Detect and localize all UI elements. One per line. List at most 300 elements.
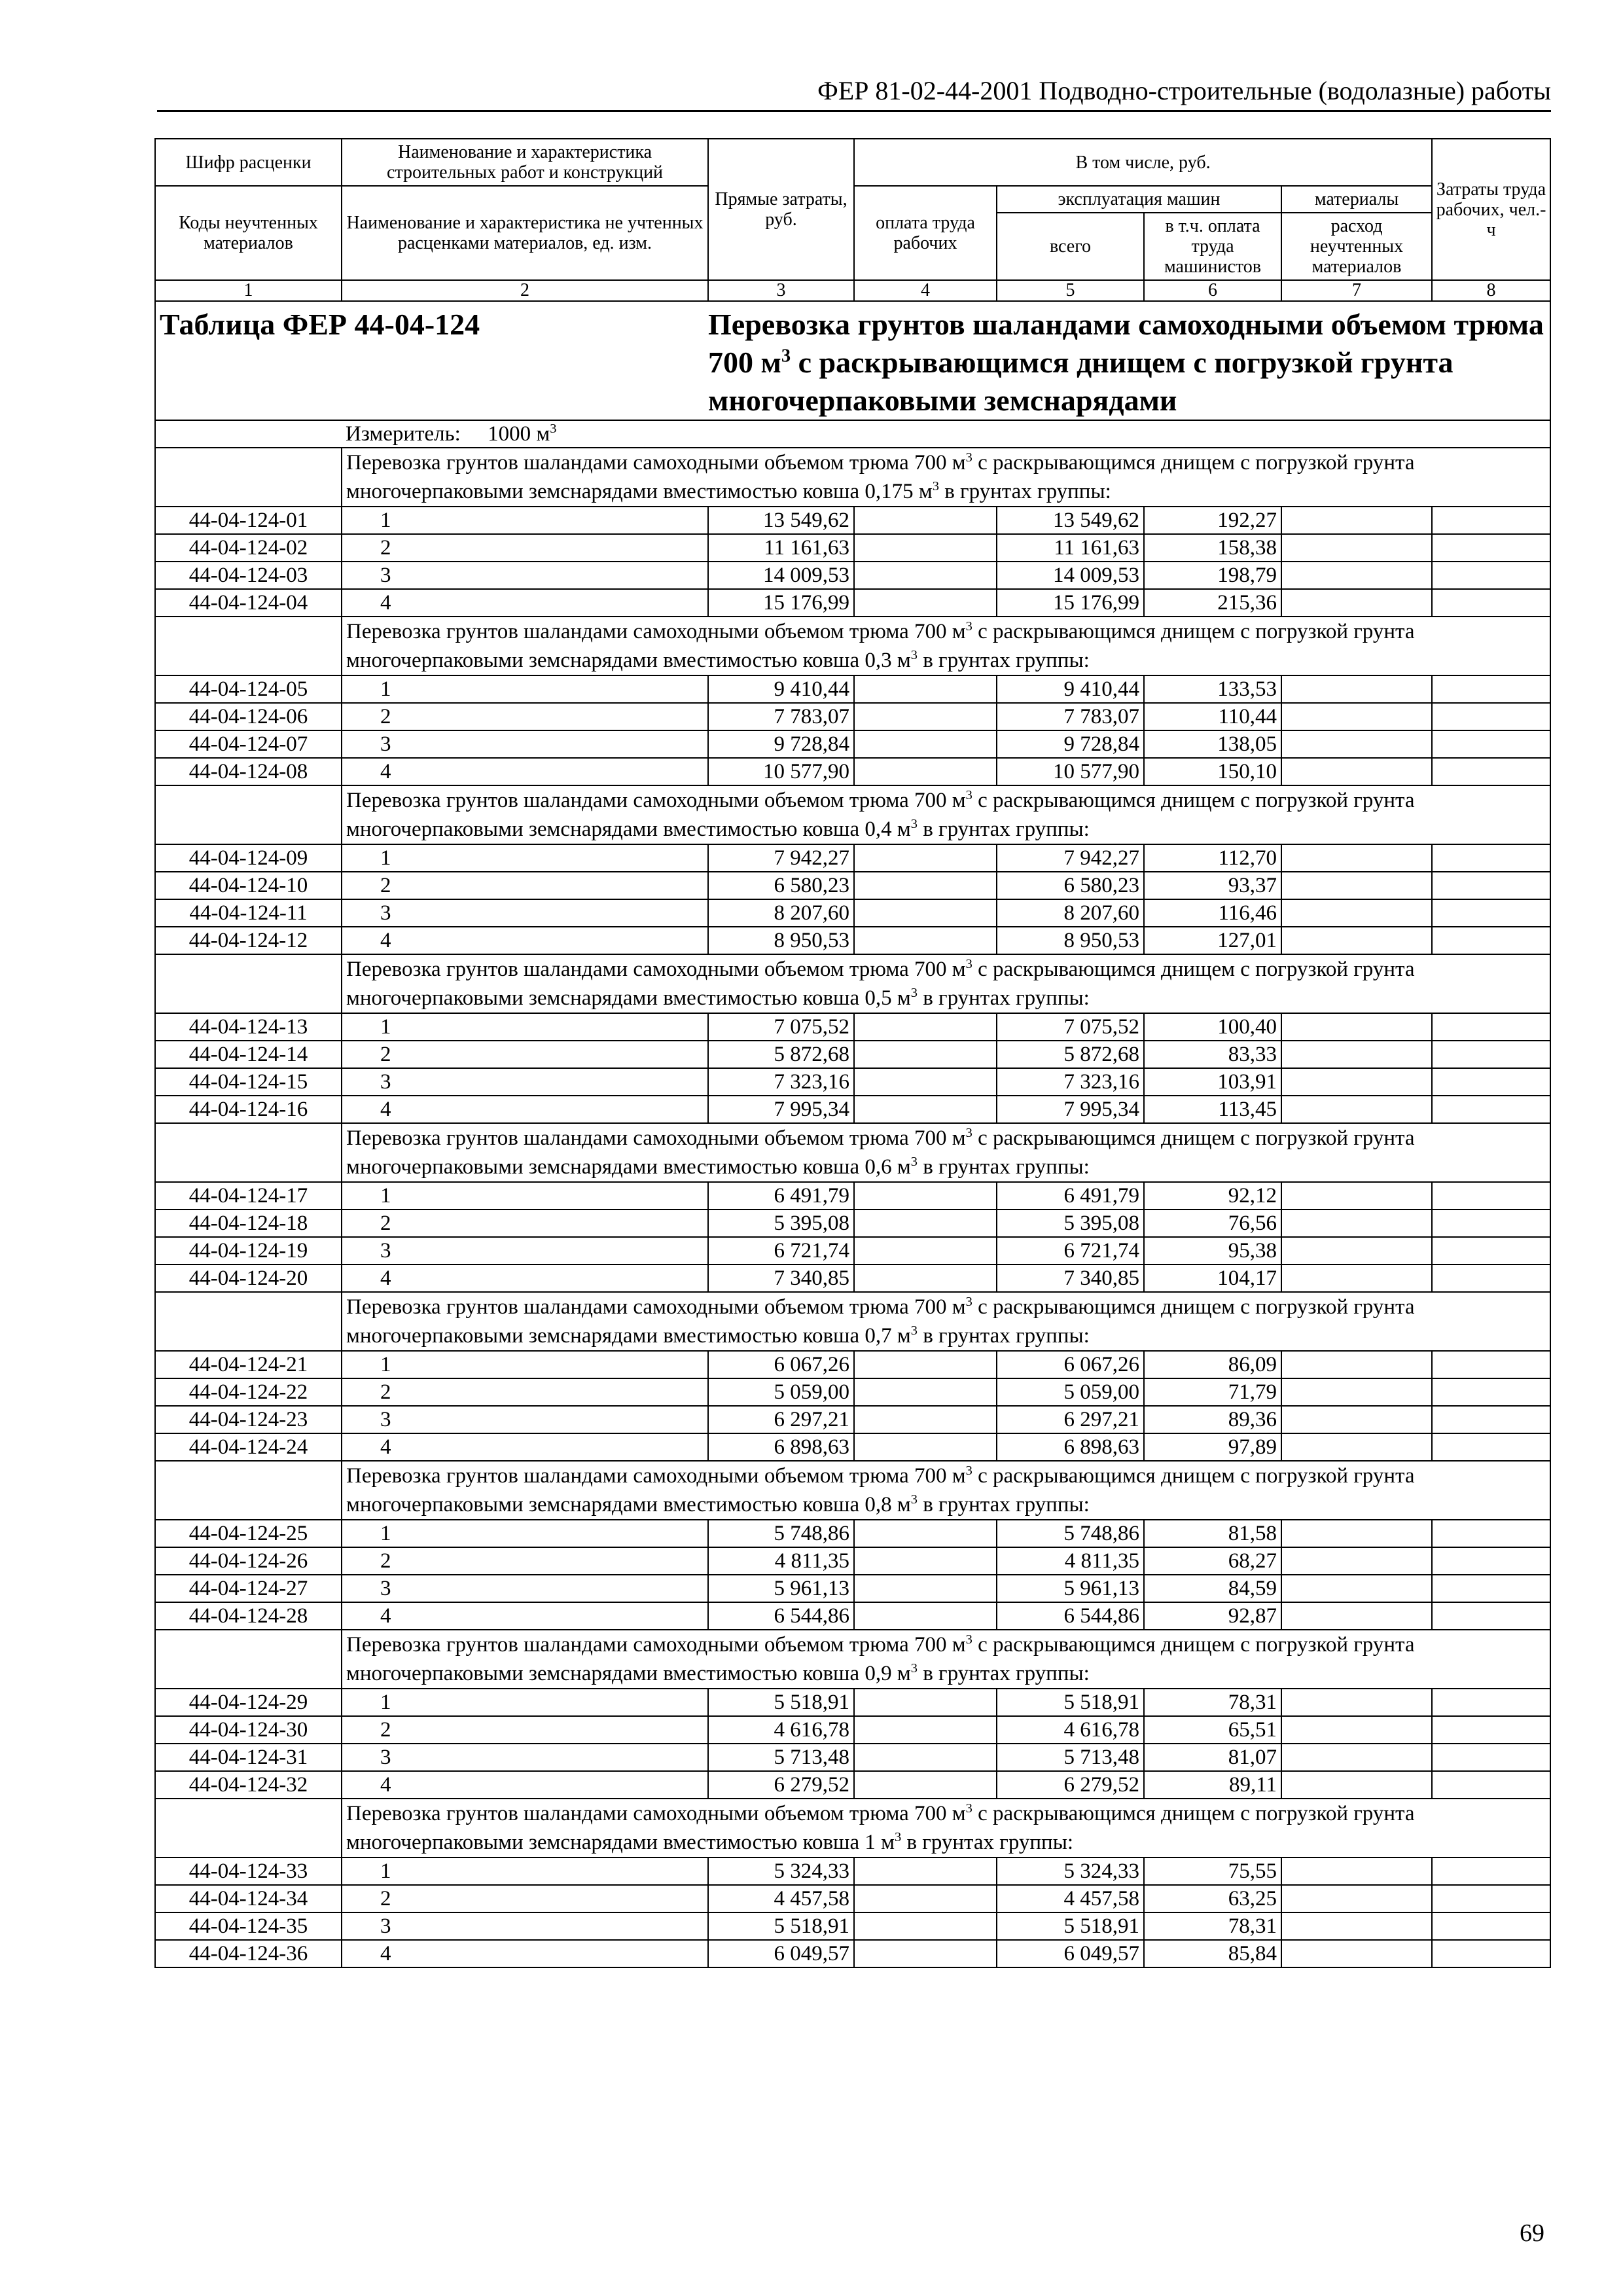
table-row	[155, 1689, 1550, 1716]
table-row	[155, 1547, 1550, 1575]
direct-costs: 8 207,60	[708, 899, 854, 927]
labor-pay	[854, 507, 997, 534]
rate-code: 44-04-124-27	[155, 1575, 342, 1602]
materials	[1281, 1547, 1432, 1575]
machines-total: 6 279,52	[997, 1771, 1144, 1799]
table-row	[155, 534, 1550, 562]
rate-code: 44-04-124-01	[155, 507, 342, 534]
machinists-pay: 97,89	[1144, 1433, 1281, 1461]
group-description: Перевозка грунтов шаландами самоходными объемом трюма 700 $м^3$ с раскрывающимся днищем с погрузкой грунта многочерпаковыми земснарядами вместимостью ковша 0,175 $м^3$ в грунтах группы:	[342, 448, 1550, 507]
labor-pay	[854, 1744, 997, 1771]
table-row	[155, 872, 1550, 899]
labor-cost	[1432, 1716, 1550, 1744]
labor-pay	[854, 1433, 997, 1461]
machinists-pay: 68,27	[1144, 1547, 1281, 1575]
soil-group: 2	[342, 872, 708, 899]
table-row	[155, 1182, 1550, 1210]
materials	[1281, 927, 1432, 954]
soil-group: 1	[342, 1857, 708, 1885]
rates-table	[154, 138, 1551, 1968]
column-number: 6	[1144, 280, 1281, 301]
labor-cost	[1432, 675, 1550, 703]
machines-total: 6 580,23	[997, 872, 1144, 899]
header-row-1	[155, 139, 1550, 186]
rate-code: 44-04-124-15	[155, 1068, 342, 1096]
table-row	[155, 703, 1550, 730]
table-row	[155, 1912, 1550, 1940]
rate-code: 44-04-124-33	[155, 1857, 342, 1885]
rate-code: 44-04-124-32	[155, 1771, 342, 1799]
group-header-row	[155, 1630, 1550, 1689]
labor-pay	[854, 1237, 997, 1265]
header-materials: материалы	[1281, 186, 1432, 213]
soil-group: 1	[342, 1689, 708, 1716]
direct-costs: 6 898,63	[708, 1433, 854, 1461]
machines-total: 7 340,85	[997, 1265, 1144, 1292]
materials	[1281, 1885, 1432, 1912]
machines-total: 5 059,00	[997, 1378, 1144, 1406]
labor-pay	[854, 562, 997, 589]
direct-costs: 5 518,91	[708, 1689, 854, 1716]
table-row	[155, 1433, 1550, 1461]
machinists-pay: 92,87	[1144, 1602, 1281, 1630]
group-header-row	[155, 1461, 1550, 1520]
machinists-pay: 127,01	[1144, 927, 1281, 954]
direct-costs: 6 067,26	[708, 1351, 854, 1378]
machinists-pay: 215,36	[1144, 589, 1281, 617]
labor-pay	[854, 1575, 997, 1602]
soil-group: 1	[342, 1520, 708, 1547]
materials	[1281, 562, 1432, 589]
materials	[1281, 1041, 1432, 1068]
labor-cost	[1432, 1744, 1550, 1771]
machines-total: 6 067,26	[997, 1351, 1144, 1378]
materials	[1281, 1013, 1432, 1041]
machines-total: 6 898,63	[997, 1433, 1144, 1461]
materials	[1281, 1237, 1432, 1265]
direct-costs: 6 580,23	[708, 872, 854, 899]
table-row	[155, 1096, 1550, 1123]
machines-total: 7 942,27	[997, 844, 1144, 872]
machinists-pay: 86,09	[1144, 1351, 1281, 1378]
materials	[1281, 1771, 1432, 1799]
labor-pay	[854, 1547, 997, 1575]
labor-pay	[854, 872, 997, 899]
direct-costs: 5 324,33	[708, 1857, 854, 1885]
soil-group: 3	[342, 1912, 708, 1940]
labor-cost	[1432, 1237, 1550, 1265]
table-title-label: Таблица ФЕР 44-04-124	[155, 301, 708, 420]
labor-pay	[854, 1265, 997, 1292]
labor-cost	[1432, 1602, 1550, 1630]
machinists-pay: 81,58	[1144, 1520, 1281, 1547]
direct-costs: 7 323,16	[708, 1068, 854, 1096]
materials	[1281, 1520, 1432, 1547]
labor-pay	[854, 1857, 997, 1885]
table-row	[155, 1744, 1550, 1771]
labor-pay	[854, 1378, 997, 1406]
machines-total: 6 721,74	[997, 1237, 1144, 1265]
materials	[1281, 1265, 1432, 1292]
labor-cost	[1432, 1689, 1550, 1716]
table-row	[155, 1210, 1550, 1237]
group-header-row	[155, 617, 1550, 675]
group-description: Перевозка грунтов шаландами самоходными объемом трюма 700 $м^3$ с раскрывающимся днищем с погрузкой грунта многочерпаковыми земснарядами вместимостью ковша 0,8 $м^3$ в грунтах группы:	[342, 1461, 1550, 1520]
labor-pay	[854, 844, 997, 872]
table-row	[155, 1575, 1550, 1602]
machines-total: 4 616,78	[997, 1716, 1144, 1744]
table-row	[155, 562, 1550, 589]
rate-code: 44-04-124-08	[155, 758, 342, 785]
direct-costs: 4 811,35	[708, 1547, 854, 1575]
unit-label: Измеритель:	[346, 422, 461, 446]
rate-code: 44-04-124-09	[155, 844, 342, 872]
unit-row	[155, 420, 1550, 448]
table-row	[155, 927, 1550, 954]
soil-group: 3	[342, 562, 708, 589]
direct-costs: 9 410,44	[708, 675, 854, 703]
labor-pay	[854, 927, 997, 954]
group-code-cell	[155, 1292, 342, 1351]
machines-total: 7 783,07	[997, 703, 1144, 730]
direct-costs: 7 340,85	[708, 1265, 854, 1292]
direct-costs: 7 075,52	[708, 1013, 854, 1041]
table-row	[155, 1406, 1550, 1433]
materials	[1281, 507, 1432, 534]
rate-code: 44-04-124-18	[155, 1210, 342, 1237]
machines-total: 9 728,84	[997, 730, 1144, 758]
rate-code: 44-04-124-11	[155, 899, 342, 927]
column-number: 7	[1281, 280, 1432, 301]
labor-cost	[1432, 562, 1550, 589]
direct-costs: 5 872,68	[708, 1041, 854, 1068]
table-row	[155, 899, 1550, 927]
materials	[1281, 1378, 1432, 1406]
machines-total: 15 176,99	[997, 589, 1144, 617]
labor-pay	[854, 730, 997, 758]
rate-code: 44-04-124-03	[155, 562, 342, 589]
machinists-pay: 71,79	[1144, 1378, 1281, 1406]
machines-total: 8 207,60	[997, 899, 1144, 927]
machinists-pay: 192,27	[1144, 507, 1281, 534]
rate-code: 44-04-124-23	[155, 1406, 342, 1433]
machinists-pay: 116,46	[1144, 899, 1281, 927]
soil-group: 4	[342, 758, 708, 785]
soil-group: 4	[342, 1602, 708, 1630]
soil-group: 1	[342, 1351, 708, 1378]
page-number: 69	[1520, 2219, 1544, 2247]
header-direct: Прямые затраты, руб.	[708, 139, 854, 280]
materials	[1281, 899, 1432, 927]
direct-costs: 6 491,79	[708, 1182, 854, 1210]
materials	[1281, 1096, 1432, 1123]
machinists-pay: 81,07	[1144, 1744, 1281, 1771]
machines-total: 5 713,48	[997, 1744, 1144, 1771]
direct-costs: 15 176,99	[708, 589, 854, 617]
machines-total: 7 323,16	[997, 1068, 1144, 1096]
rate-code: 44-04-124-35	[155, 1912, 342, 1940]
labor-pay	[854, 1716, 997, 1744]
machines-total: 6 544,86	[997, 1602, 1144, 1630]
machines-total: 5 961,13	[997, 1575, 1144, 1602]
rate-code: 44-04-124-36	[155, 1940, 342, 1967]
machinists-pay: 93,37	[1144, 872, 1281, 899]
labor-cost	[1432, 899, 1550, 927]
table-row	[155, 1351, 1550, 1378]
soil-group: 2	[342, 534, 708, 562]
materials	[1281, 872, 1432, 899]
direct-costs: 5 395,08	[708, 1210, 854, 1237]
machines-total: 5 748,86	[997, 1520, 1144, 1547]
machinists-pay: 198,79	[1144, 562, 1281, 589]
labor-cost	[1432, 507, 1550, 534]
materials	[1281, 534, 1432, 562]
machines-total: 11 161,63	[997, 534, 1144, 562]
rate-code: 44-04-124-34	[155, 1885, 342, 1912]
header-name: Наименование и характеристика строительных работ и конструкций	[342, 139, 708, 186]
header-labor-pay: оплата труда рабочих	[854, 186, 997, 280]
rate-code: 44-04-124-28	[155, 1602, 342, 1630]
labor-cost	[1432, 1912, 1550, 1940]
direct-costs: 8 950,53	[708, 927, 854, 954]
materials	[1281, 1744, 1432, 1771]
machines-total: 4 811,35	[997, 1547, 1144, 1575]
machinists-pay: 138,05	[1144, 730, 1281, 758]
labor-cost	[1432, 730, 1550, 758]
group-description: Перевозка грунтов шаландами самоходными объемом трюма 700 $м^3$ с раскрывающимся днищем с погрузкой грунта многочерпаковыми земснарядами вместимостью ковша 0,5 $м^3$ в грунтах группы:	[342, 954, 1550, 1013]
header-name-alt: Наименование и характеристика не учтенных расценками материалов, ед. изм.	[342, 186, 708, 280]
table-row	[155, 1378, 1550, 1406]
group-header-row	[155, 448, 1550, 507]
labor-pay	[854, 1096, 997, 1123]
materials	[1281, 703, 1432, 730]
table-row	[155, 1857, 1550, 1885]
labor-cost	[1432, 1940, 1550, 1967]
labor-cost	[1432, 1771, 1550, 1799]
machinists-pay: 85,84	[1144, 1940, 1281, 1967]
group-code-cell	[155, 1799, 342, 1857]
rate-code: 44-04-124-29	[155, 1689, 342, 1716]
group-code-cell	[155, 617, 342, 675]
unit-line	[342, 420, 1550, 448]
direct-costs: 5 518,91	[708, 1912, 854, 1940]
table-row	[155, 1041, 1550, 1068]
labor-pay	[854, 1013, 997, 1041]
labor-pay	[854, 1406, 997, 1433]
labor-pay	[854, 1912, 997, 1940]
soil-group: 4	[342, 1265, 708, 1292]
labor-pay	[854, 534, 997, 562]
rate-code: 44-04-124-30	[155, 1716, 342, 1744]
direct-costs: 6 297,21	[708, 1406, 854, 1433]
materials	[1281, 1068, 1432, 1096]
header-labor-cost: Затраты труда рабочих, чел.-ч	[1432, 139, 1550, 280]
machines-total: 5 872,68	[997, 1041, 1144, 1068]
soil-group: 2	[342, 1210, 708, 1237]
labor-cost	[1432, 703, 1550, 730]
machinists-pay: 113,45	[1144, 1096, 1281, 1123]
table-row	[155, 589, 1550, 617]
materials	[1281, 1182, 1432, 1210]
labor-pay	[854, 1068, 997, 1096]
direct-costs: 9 728,84	[708, 730, 854, 758]
header-code-alt: Коды неучтенных материалов	[155, 186, 342, 280]
materials	[1281, 675, 1432, 703]
labor-cost	[1432, 1575, 1550, 1602]
machinists-pay: 84,59	[1144, 1575, 1281, 1602]
table-row	[155, 844, 1550, 872]
table-row	[155, 1885, 1550, 1912]
rate-code: 44-04-124-13	[155, 1013, 342, 1041]
machines-total: 9 410,44	[997, 675, 1144, 703]
labor-cost	[1432, 1182, 1550, 1210]
direct-costs: 5 059,00	[708, 1378, 854, 1406]
group-code-cell	[155, 954, 342, 1013]
direct-costs: 7 783,07	[708, 703, 854, 730]
labor-cost	[1432, 1433, 1550, 1461]
labor-pay	[854, 703, 997, 730]
machinists-pay: 103,91	[1144, 1068, 1281, 1096]
header-materials-alt: расход неучтенных материалов	[1281, 213, 1432, 280]
column-number: 5	[997, 280, 1144, 301]
machines-total: 5 395,08	[997, 1210, 1144, 1237]
labor-cost	[1432, 1265, 1550, 1292]
running-header-text: ФЕР 81-02-44-2001 Подводно-строительные (водолазные) работы	[817, 76, 1551, 105]
soil-group: 3	[342, 1406, 708, 1433]
soil-group: 4	[342, 927, 708, 954]
rate-code: 44-04-124-16	[155, 1096, 342, 1123]
labor-pay	[854, 1351, 997, 1378]
machines-total: 5 518,91	[997, 1689, 1144, 1716]
header-machines-total: всего	[997, 213, 1144, 280]
labor-pay	[854, 1940, 997, 1967]
labor-cost	[1432, 1520, 1550, 1547]
soil-group: 4	[342, 1940, 708, 1967]
group-header-row	[155, 1123, 1550, 1182]
rate-code: 44-04-124-02	[155, 534, 342, 562]
machinists-pay: 78,31	[1144, 1689, 1281, 1716]
machinists-pay: 92,12	[1144, 1182, 1281, 1210]
direct-costs: 11 161,63	[708, 534, 854, 562]
table-row	[155, 1771, 1550, 1799]
table-row	[155, 730, 1550, 758]
header-number-row	[155, 280, 1550, 301]
group-code-cell	[155, 1461, 342, 1520]
soil-group: 2	[342, 1885, 708, 1912]
column-number: 2	[342, 280, 708, 301]
group-description: Перевозка грунтов шаландами самоходными объемом трюма 700 $м^3$ с раскрывающимся днищем с погрузкой грунта многочерпаковыми земснарядами вместимостью ковша 0,7 $м^3$ в грунтах группы:	[342, 1292, 1550, 1351]
direct-costs: 14 009,53	[708, 562, 854, 589]
labor-cost	[1432, 1068, 1550, 1096]
group-code-cell	[155, 1123, 342, 1182]
machines-total: 5 324,33	[997, 1857, 1144, 1885]
soil-group: 3	[342, 1744, 708, 1771]
header-including: В том числе, руб.	[854, 139, 1432, 186]
soil-group: 3	[342, 1237, 708, 1265]
machinists-pay: 133,53	[1144, 675, 1281, 703]
group-description: Перевозка грунтов шаландами самоходными объемом трюма 700 $м^3$ с раскрывающимся днищем с погрузкой грунта многочерпаковыми земснарядами вместимостью ковша 0,9 $м^3$ в грунтах группы:	[342, 1630, 1550, 1689]
direct-costs: 5 748,86	[708, 1520, 854, 1547]
soil-group: 4	[342, 1096, 708, 1123]
machinists-pay: 63,25	[1144, 1885, 1281, 1912]
materials	[1281, 1857, 1432, 1885]
soil-group: 1	[342, 1182, 708, 1210]
materials	[1281, 1433, 1432, 1461]
machinists-pay: 76,56	[1144, 1210, 1281, 1237]
materials	[1281, 1716, 1432, 1744]
labor-cost	[1432, 1210, 1550, 1237]
machinists-pay: 78,31	[1144, 1912, 1281, 1940]
rate-code: 44-04-124-24	[155, 1433, 342, 1461]
rate-code: 44-04-124-25	[155, 1520, 342, 1547]
soil-group: 2	[342, 1716, 708, 1744]
soil-group: 3	[342, 899, 708, 927]
column-number: 3	[708, 280, 854, 301]
labor-pay	[854, 1210, 997, 1237]
machinists-pay: 100,40	[1144, 1013, 1281, 1041]
labor-cost	[1432, 589, 1550, 617]
machines-total: 5 518,91	[997, 1912, 1144, 1940]
rate-code: 44-04-124-06	[155, 703, 342, 730]
group-code-cell	[155, 1630, 342, 1689]
table-title-row	[155, 301, 1550, 420]
machinists-pay: 83,33	[1144, 1041, 1281, 1068]
labor-cost	[1432, 872, 1550, 899]
table-title-text: Перевозка грунтов шаландами самоходными объемом трюма 700 $м^3$ с раскрывающимся днищем с погрузкой грунта многочерпаковыми земснарядами	[708, 301, 1550, 420]
direct-costs: 7 942,27	[708, 844, 854, 872]
machines-total: 6 491,79	[997, 1182, 1144, 1210]
table-row	[155, 1602, 1550, 1630]
labor-pay	[854, 1771, 997, 1799]
materials	[1281, 589, 1432, 617]
labor-cost	[1432, 844, 1550, 872]
machines-total: 4 457,58	[997, 1885, 1144, 1912]
materials	[1281, 758, 1432, 785]
soil-group: 1	[342, 507, 708, 534]
labor-cost	[1432, 927, 1550, 954]
rate-code: 44-04-124-31	[155, 1744, 342, 1771]
header-machines: эксплуатация машин	[997, 186, 1281, 213]
table-row	[155, 758, 1550, 785]
header-code: Шифр расценки	[155, 139, 342, 186]
table-row	[155, 1265, 1550, 1292]
rate-code: 44-04-124-20	[155, 1265, 342, 1292]
rate-code: 44-04-124-12	[155, 927, 342, 954]
direct-costs: 6 544,86	[708, 1602, 854, 1630]
group-description: Перевозка грунтов шаландами самоходными объемом трюма 700 $м^3$ с раскрывающимся днищем с погрузкой грунта многочерпаковыми земснарядами вместимостью ковша 0,4 $м^3$ в грунтах группы:	[342, 785, 1550, 844]
rate-code: 44-04-124-07	[155, 730, 342, 758]
direct-costs: 4 457,58	[708, 1885, 854, 1912]
labor-cost	[1432, 758, 1550, 785]
column-number: 8	[1432, 280, 1550, 301]
table-row	[155, 1237, 1550, 1265]
labor-pay	[854, 589, 997, 617]
materials	[1281, 1689, 1432, 1716]
labor-pay	[854, 1885, 997, 1912]
soil-group: 3	[342, 1068, 708, 1096]
materials	[1281, 1575, 1432, 1602]
soil-group: 2	[342, 1041, 708, 1068]
materials	[1281, 1940, 1432, 1967]
labor-pay	[854, 675, 997, 703]
materials	[1281, 844, 1432, 872]
labor-pay	[854, 1041, 997, 1068]
rate-code: 44-04-124-05	[155, 675, 342, 703]
materials	[1281, 1912, 1432, 1940]
rate-code: 44-04-124-14	[155, 1041, 342, 1068]
machinists-pay: 89,36	[1144, 1406, 1281, 1433]
labor-cost	[1432, 1857, 1550, 1885]
